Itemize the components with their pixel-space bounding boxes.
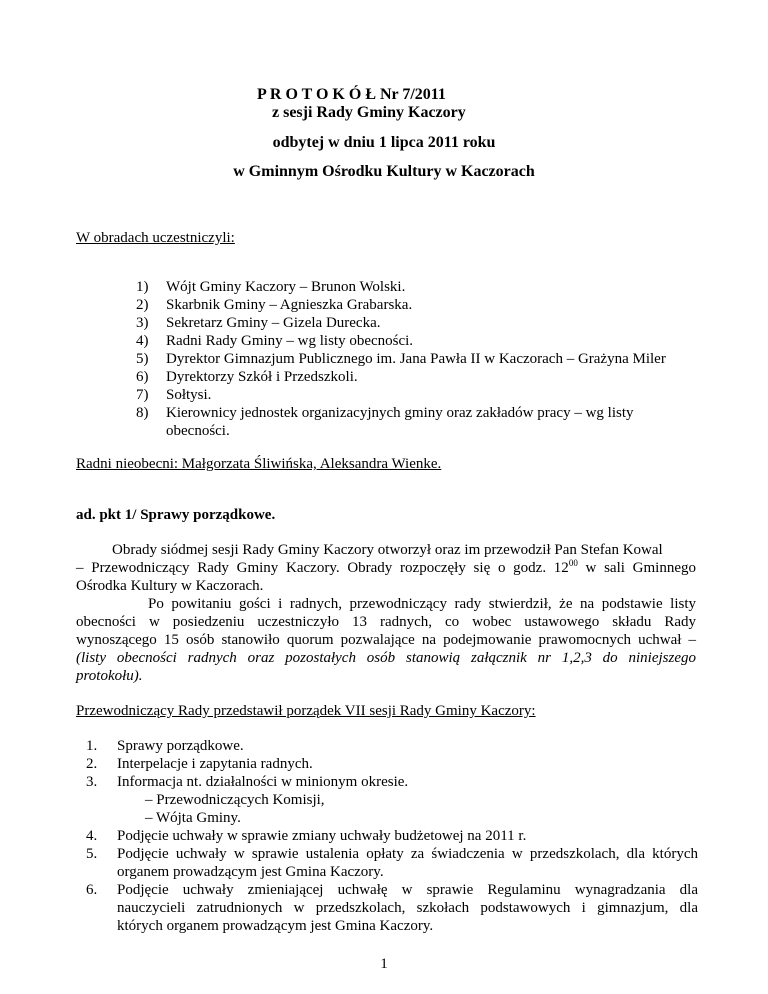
agenda-subitem: – Przewodniczących Komisji, xyxy=(145,792,325,808)
section-heading: ad. pkt 1/ Sprawy porządkowe. xyxy=(76,507,276,523)
session-location: w Gminnym Ośrodku Kultury w Kaczorach xyxy=(233,163,535,180)
attendees-heading: W obradach uczestniczyli: xyxy=(76,230,235,246)
document-page: P R O T O K Ó Ł Nr 7/2011 z sesji Rady Gminy Kaczory odbytej w dniu 1 lipca 2011 roku w Gminnym Ośrodku Kultury w Kaczorach W obradach uczestniczyli: 1) Wójt Gminy Kaczory – Brunon Wolski. 2) Skarbnik Gminy – Agnieszka Grabarska. 3) Sekretarz Gminy – Gizela Durecka. 4) Radni Rady Gminy – wg listy obecności. 5) Dyrektor Gimnazjum Publicznego im. Jana Pawła II w Kaczorach – Grażyna Miler 6) Dyrektorzy Szkół i Przedszkoli. 7) Sołtysi. 8) Kierownicy jednostek organizacyjnych gminy oraz zakładów pracy – wg listy obecności. Radni nieobecni: Małgorzata Śliwińska, Aleksandra Wienke. ad. pkt 1/ Sprawy porządkowe. Obrady siódmej sesji Rady Gminy Kaczory otworzył oraz im przewodził Pan Stefan Kowal – Przewodniczący Rady Gminy Kaczory. Obrady rozpoczęły się o godz. $12^{00}$ w sali Gminnego Ośrodka Kultury w Kaczorach. Po powitaniu gości i radnych, przewodniczący rady stwierdził, że na podstawie listy obecności w posiedzeniu uczestniczyło 13 radnych, co wobec ustawowego składu Rady wynoszącego 15 osób stanowiło quorum pozwalające na podejmowanie prawomocnych uchwał – (listy obecności radnych oraz pozostałych osób stanowią załącznik nr 1,2,3 do niniejszego protokołu). Przewodniczący Rady przedstawił porządek VII sesji Rady Gminy Kaczory: 1. Sprawy porządkowe. 2. Interpelacje i zapytania radnych. 3. Informacja nt. działalności w minionym okresie. – Przewodniczących Komisji, – Wójta Gminy. 4. Podjęcie uchwały w sprawie zmiany uchwały budżetowej na 2011 r. 5. Podjęcie uchwały w sprawie ustalenia opłaty za świadczenia w przedszkolach, dla których organem prowadzącym jest Gmina Kaczory. 6. Podjęcie uchwały zmieniającej uchwałę w sprawie Regulaminu wynagradzania dla nauczycieli zatrudnionych w przedszkolach, szkołach podstawowych i gimnazjum, dla których organem prowadzącym jest Gmina Kaczory. 1 xyxy=(0,0,768,994)
agenda-item-continuation: nauczycieli zatrudnionych w przedszkolach, szkołach podstawowych i gimnazjum, dla xyxy=(117,900,698,916)
agenda-subitem: – Wójta Gminy. xyxy=(145,810,241,826)
protocol-title: P R O T O K Ó Ł Nr 7/2011 xyxy=(257,86,446,103)
session-date: odbytej w dniu 1 lipca 2011 roku xyxy=(272,134,496,151)
session-subtitle: z sesji Rady Gminy Kaczory xyxy=(272,104,466,121)
page-number: 1 xyxy=(380,956,388,972)
paragraph-opening: Obrady siódmej sesji Rady Gminy Kaczory otworzył oraz im przewodził Pan Stefan Kowal – Przewodniczący Rady Gminy Kaczory. Obrady rozpoczęły się o godz. $12^{00}$ w sali Gminnego Ośrodka Kultury w Kaczorach. xyxy=(76,542,696,594)
agenda-item-continuation: organem prowadzącym jest Gmina Kaczory. xyxy=(117,864,384,880)
agenda-item-continuation: których organem prowadzącym jest Gmina Kaczory. xyxy=(117,918,434,934)
paragraph-quorum: Po powitaniu gości i radnych, przewodniczący rady stwierdził, że na podstawie listy obecności w posiedzeniu uczestniczyło 13 radnych, co wobec ustawowego składu Rady wynoszącego 15 osób stanowiło quorum pozwalające na podejmowanie prawomocnych uchwał – (listy obecności radnych oraz pozostałych osób stanowią załącznik nr 1,2,3 do niniejszego protokołu). xyxy=(76,596,696,684)
paragraph-line: – Przewodniczący Rady Gminy Kaczory. Obrady rozpoczęły się o godz. $12^{00}$ w sali Gminnego xyxy=(76,558,696,576)
absent-councillors: Radni nieobecni: Małgorzata Śliwińska, Aleksandra Wienke. xyxy=(76,456,442,472)
agenda-heading: Przewodniczący Rady przedstawił porządek VII sesji Rady Gminy Kaczory: xyxy=(76,703,536,719)
